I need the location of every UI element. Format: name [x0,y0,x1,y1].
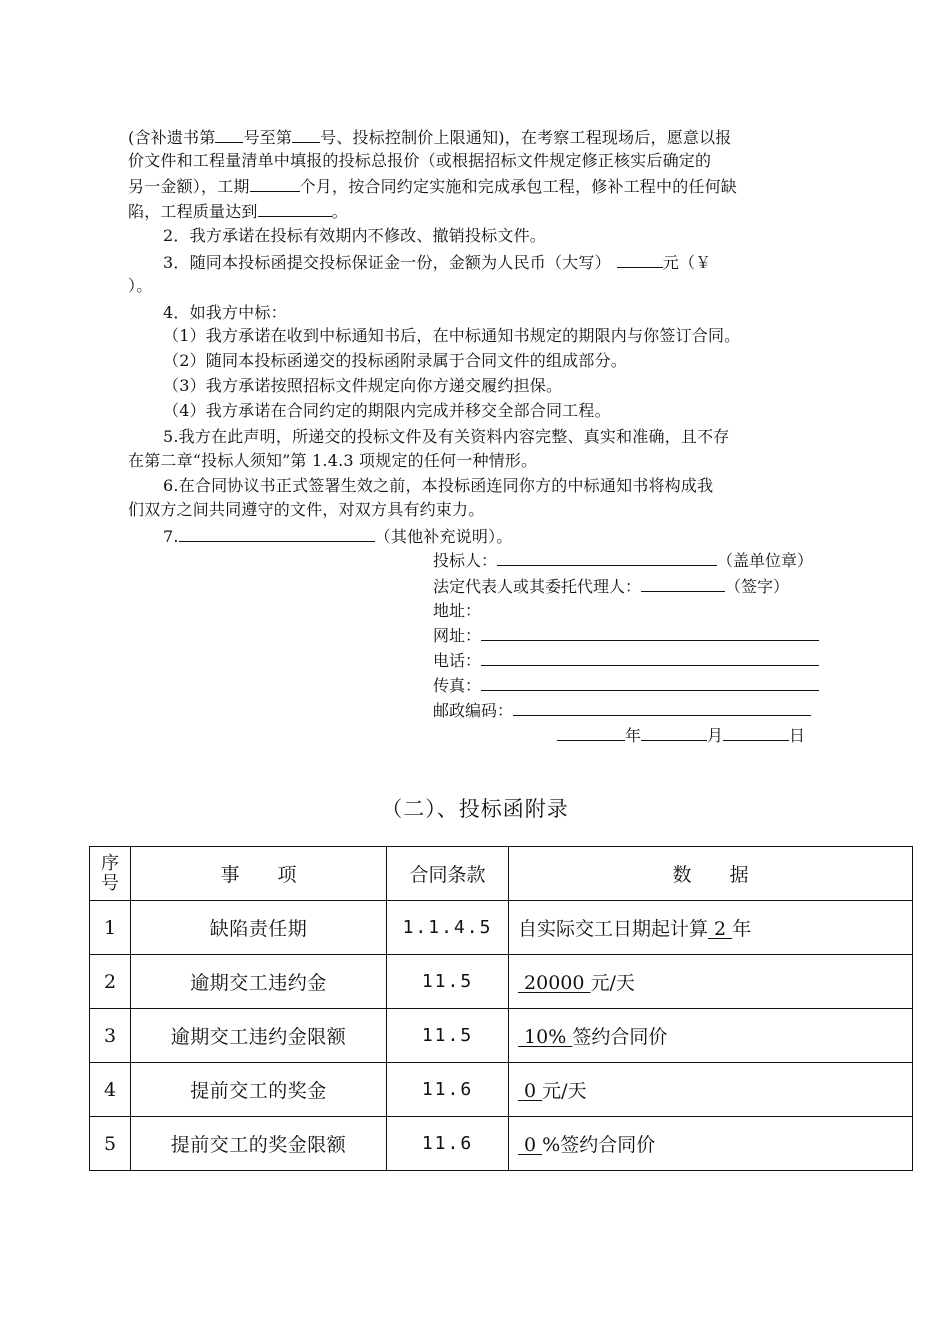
cell-data [509,955,913,1009]
clause-3-cont: ）。 [128,276,153,295]
table-row [90,1009,913,1063]
clause-5-cont: 在第二章“投标人须知”第 1.4.3 项规定的任何一种情形。 [128,451,538,470]
data-value: 0 [518,1080,543,1102]
body-line-1 [128,125,828,150]
body-line-3 [128,174,828,199]
data-value: 10% [518,1026,573,1048]
cell-clause: 11.5 [387,955,509,1009]
blank-line [258,199,332,217]
clause-5: 5.我方在此声明，所递交的投标文件及有关资料内容完整、真实和准确，且不存 [163,427,730,446]
label: 电话： [433,651,482,670]
text-segment: 号至第 [243,128,293,147]
blank-line [215,125,243,143]
signature-website [433,623,825,648]
cell-no: 1 [90,901,131,955]
signature-postcode [433,698,825,723]
body-line-4 [128,199,828,224]
blank-line [292,125,320,143]
clause-4-1: （1）我方承诺在收到中标通知书后，在中标通知书规定的期限内与你签订合同。 [163,326,741,345]
cell-no: 4 [90,1063,131,1117]
data-unit: 元/天 [542,1080,587,1102]
blank-line [481,673,819,691]
clause-6: 6.在合同协议书正式签署生效之前，本投标函连同你方的中标通知书将构成我 [163,476,714,495]
blank-line [557,723,625,741]
clause-4-2: （2）随同本投标函递交的投标函附录属于合同文件的组成部分。 [163,351,627,370]
blank-line [641,574,725,592]
text-segment: （其他补充说明）。 [374,527,513,546]
cell-item: 逾期交工违约金 [131,955,387,1009]
text-segment: 元（￥ [662,253,712,272]
signature-address [433,599,825,623]
label: 网址： [433,626,482,645]
cell-clause: 11.5 [387,1009,509,1063]
cell-item: 逾期交工违约金限额 [131,1009,387,1063]
text-segment: 另一金额），工期 [128,177,250,196]
body-line-2: 价文件和工程量清单中填报的投标总报价（或根据招标文件规定修正核实后确定的 [128,151,712,170]
data-value: 2 [708,918,733,940]
text-segment: 7. [163,527,179,546]
table-row [90,901,913,955]
clause-4: 4．如我方中标： [163,303,287,322]
header-data: 数 据 [509,847,913,901]
cell-item: 提前交工的奖金限额 [131,1117,387,1171]
label: 传真： [433,676,482,695]
label: 邮政编码： [433,701,514,720]
cell-item: 缺陷责任期 [131,901,387,955]
appendix-title: （二）、投标函附录 [381,797,569,821]
text-segment: 。 [331,202,348,221]
data-unit: 元/天 [590,972,635,994]
blank-line [723,723,789,741]
signature-fax [433,673,825,698]
table-row [90,1063,913,1117]
data-unit: 年 [732,918,752,940]
cell-data [509,1009,913,1063]
signature-representative [433,574,825,599]
text-segment: 3．随同本投标函提交投标保证金一份，金额为人民币（大写） [163,253,611,272]
label: （盖单位章） [717,551,814,570]
data-prefix: 自实际交工日期起计算 [518,918,709,940]
cell-data [509,1063,913,1117]
blank-line [481,648,819,666]
signature-bidder [433,548,825,573]
blank-line [497,548,717,566]
cell-clause: 1.1.4.5 [387,901,509,955]
label: 法定代表人或其委托代理人： [433,577,642,596]
cell-data [509,901,913,955]
blank-line [179,524,375,542]
label: 月 [707,726,724,745]
data-value: 0 [518,1134,543,1156]
label: 年 [625,726,642,745]
data-unit: %签约合同价 [542,1134,656,1156]
cell-no: 3 [90,1009,131,1063]
label: 日 [789,726,806,745]
cell-clause: 11.6 [387,1063,509,1117]
label: （签字） [725,577,790,596]
clause-4-3: （3）我方承诺按照招标文件规定向你方递交履约担保。 [163,376,563,395]
header-no [90,847,131,901]
clause-4-4: （4）我方承诺在合同约定的期限内完成并移交全部合同工程。 [163,401,611,420]
cell-clause: 11.6 [387,1117,509,1171]
text-segment: 号、投标控制价上限通知)，在考察工程现场后，愿意以报 [320,128,732,147]
signature-phone [433,648,825,673]
clause-3 [163,250,863,275]
clause-7 [163,524,863,549]
text-segment: (含补遗书第 [128,128,216,147]
clause-6-cont: 们双方之间共同遵守的文件，对双方具有约束力。 [128,500,485,519]
blank-line [641,723,707,741]
clause-2: 2．我方承诺在投标有效期内不修改、撤销投标文件。 [163,226,546,245]
appendix-table [89,846,913,1171]
blank-line [513,698,811,716]
text-segment: 个月，按合同约定实施和完成承包工程，修补工程中的任何缺 [299,177,738,196]
blank-line [481,623,819,641]
table-row [90,1117,913,1171]
cell-no: 2 [90,955,131,1009]
header-label: 序号 [101,852,119,894]
label: 投标人： [433,551,498,570]
table-row [90,955,913,1009]
header-clause: 合同条款 [387,847,509,901]
blank-line [250,174,300,192]
label: 地址： [433,601,482,620]
table-header-row [90,847,913,901]
data-value: 20000 [518,972,591,994]
data-unit: 签约合同价 [572,1026,668,1048]
table-body [90,901,913,1171]
signature-date [557,723,827,748]
cell-item: 提前交工的奖金 [131,1063,387,1117]
cell-no: 5 [90,1117,131,1171]
text-segment: 陷，工程质量达到 [128,202,258,221]
blank-line [617,250,663,268]
cell-data [509,1117,913,1171]
header-item: 事 项 [131,847,387,901]
